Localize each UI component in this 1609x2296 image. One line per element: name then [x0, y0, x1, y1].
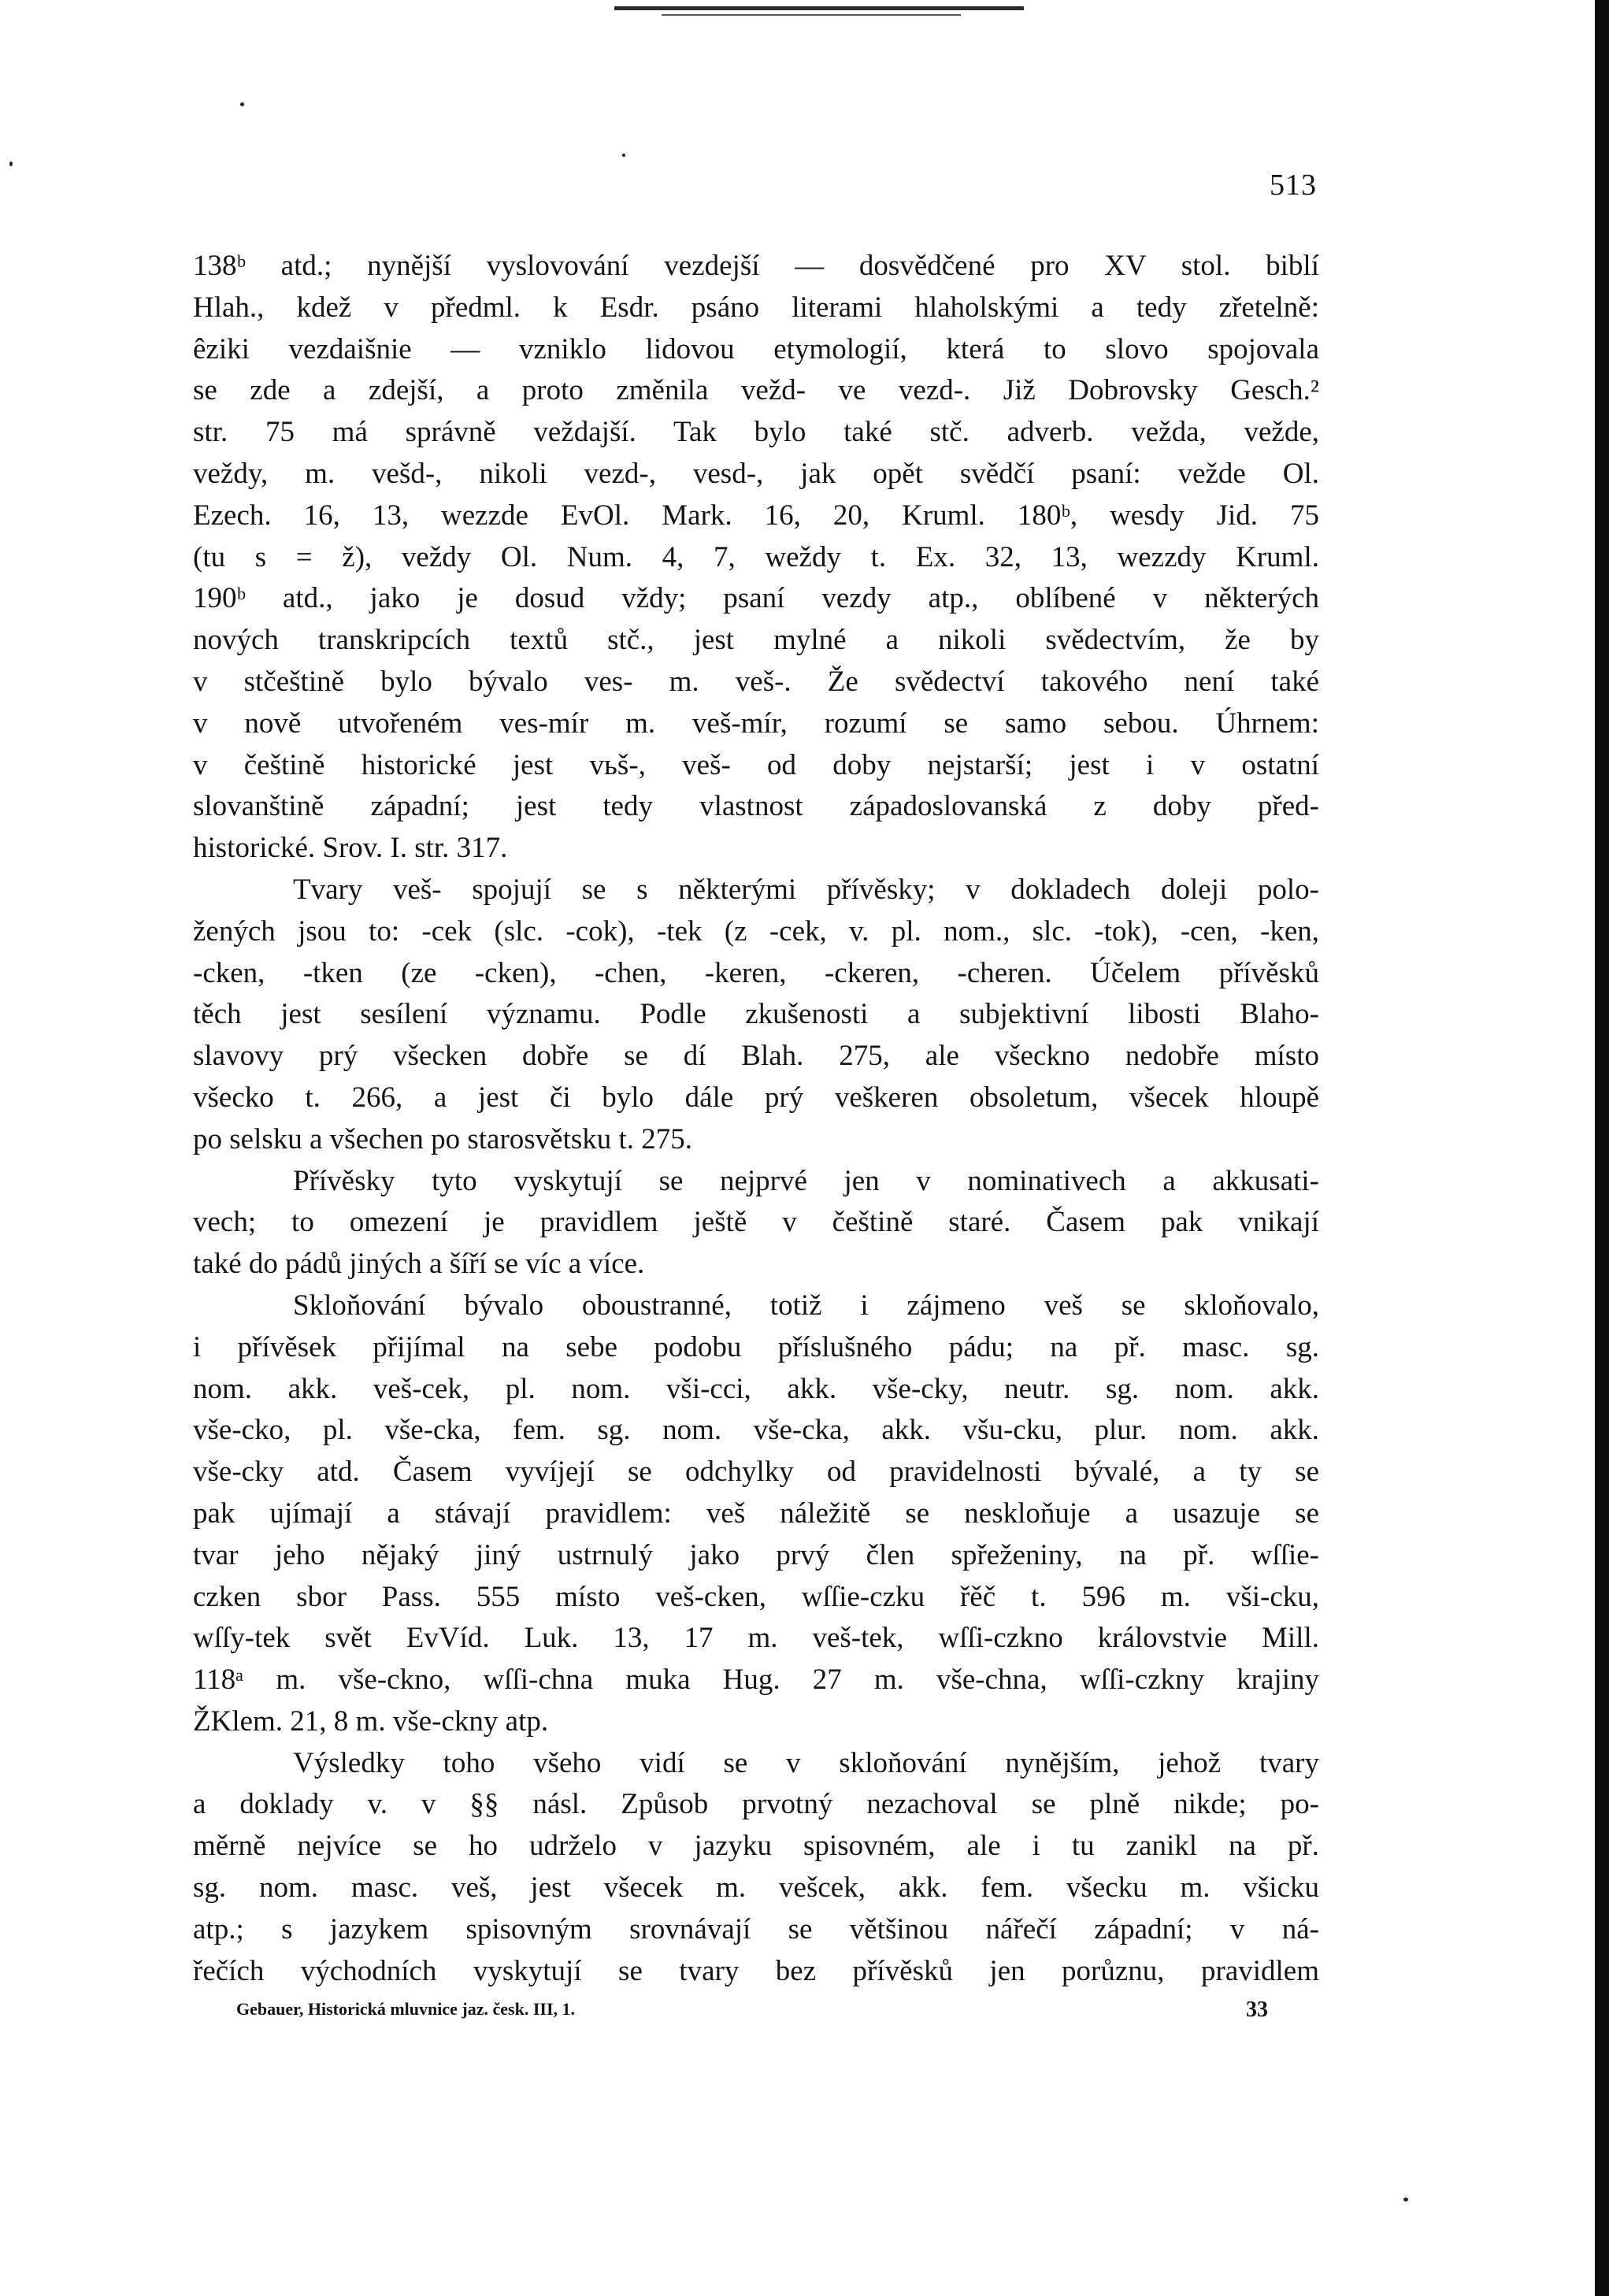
text-line: nom. akk. veš-cek, pl. nom. vši-cci, akk. vše-cky, neutr. sg. nom. akk. [193, 1372, 1319, 1405]
text-line: všecko t. 266, a jest či bylo dále prý veškeren obsoletum, všecek hloupě [193, 1081, 1319, 1114]
text-line: 118ᵃ m. vše-ckno, wſſi-chna muka Hug. 27 m. vše-chna, wſſi-czkny krajiny [193, 1664, 1319, 1697]
text-line: se zde a zdejší, a proto změnila vežd- ve vezd-. Již Dobrovsky Gesch.² [193, 374, 1319, 407]
text-line: 190ᵇ atd., jako je dosud vždy; psaní vezdy atp., oblíbené v některých [193, 582, 1319, 615]
footer [236, 1999, 1268, 2020]
scan-speck [622, 154, 625, 157]
text-line: pak ujímají a stávají pravidlem: veš náležitě se neskloňuje a usazuje se [193, 1497, 1319, 1530]
signature-mark: 33 [1246, 1997, 1268, 2022]
text-line: měrně nejvíce se ho udrželo v jazyku spisovném, ale i tu zanikl na př. [193, 1830, 1319, 1863]
scan-speck [240, 102, 244, 106]
scan-speck [1403, 2198, 1408, 2201]
text-line: Přívěsky tyto vyskytují se nejprvé jen v nominativech a akkusati- [293, 1164, 1319, 1197]
scan-edge [1595, 0, 1609, 2296]
text-line: atp.; s jazykem spisovným srovnávají se většinou nářečí západní; v ná- [193, 1912, 1319, 1945]
text-line: Skloňování bývalo oboustranné, totiž i zájmeno veš se skloňovalo, [293, 1289, 1319, 1322]
text-line: êziki vezdaišnie — vzniklo lidovou etymologií, která to slovo spojovala [193, 332, 1319, 365]
text-line: -cken, -tken (ze -cken), -chen, -keren, -ckeren, -cheren. Účelem přívěsků [193, 956, 1319, 989]
text-line: v češtině historické jest vьš-, veš- od doby nejstarší; jest i v ostatní [193, 748, 1319, 781]
scan-speck [9, 161, 13, 166]
text-line: nových transkripcích textů stč., jest mylné a nikoli svědectvím, že by [193, 624, 1319, 657]
text-line: ŽKlem. 21, 8 m. vše-ckny atp. [193, 1704, 549, 1738]
text-line: czken sbor Pass. 555 místo veš-cken, wſſie-czku řěč t. 596 m. vši-cku, [193, 1580, 1319, 1613]
top-rule-thin [662, 14, 961, 16]
text-line: řečích východních vyskytují se tvary bez přívěsků jen porůznu, pravidlem [193, 1954, 1319, 1987]
text-line: v nově utvořeném ves-mír m. veš-mír, rozumí se samo sebou. Úhrnem: [193, 707, 1319, 740]
text-line: Výsledky toho všeho vidí se v skloňování nynějším, jehož tvary [293, 1746, 1319, 1779]
footer-citation: Gebauer, Historická mluvnice jaz. česk. III, 1. [236, 1999, 575, 2019]
text-line: Tvary veš- spojují se s některými přívěsky; v dokladech doleji polo- [293, 873, 1319, 906]
text-line: a doklady v. v §§ násl. Způsob prvotný nezachoval se plně nikde; po- [193, 1788, 1319, 1821]
text-line: těch jest sesílení významu. Podle zkušenosti a subjektivní libosti Blaho- [193, 998, 1319, 1031]
text-line: sg. nom. masc. veš, jest všecek m. vešcek, akk. fem. všecku m. všicku [193, 1871, 1319, 1905]
body-text [193, 246, 1319, 1992]
text-line: str. 75 má správně veždajší. Tak bylo také stč. adverb. vežda, vežde, [193, 416, 1319, 449]
text-line: wſſy-tek svět EvVíd. Luk. 13, 17 m. veš-tek, wſſi-czkno královstvie Mill. [193, 1622, 1319, 1655]
text-line: Ezech. 16, 13, wezzde EvOl. Mark. 16, 20, Kruml. 180ᵇ, wesdy Jid. 75 [193, 499, 1319, 532]
text-line: také do pádů jiných a šíří se víc a více. [193, 1248, 645, 1281]
top-rule [614, 6, 1024, 10]
text-line: Hlah., kdež v předml. k Esdr. psáno literami hlaholskými a tedy zřetelně: [193, 291, 1319, 324]
text-line: slovanštině západní; jest tedy vlastnost západoslovanská z doby před- [193, 790, 1319, 823]
text-line: (tu s = ž), veždy Ol. Num. 4, 7, weždy t. Ex. 32, 13, wezzdy Kruml. [193, 540, 1319, 573]
text-line: historické. Srov. I. str. 317. [193, 832, 508, 865]
text-line: po selsku a všechen po starosvětsku t. 275. [193, 1122, 693, 1155]
text-line: slavovy prý všecken dobře se dí Blah. 275, ale všeckno nedobře místo [193, 1040, 1319, 1073]
text-line: i přívěsek přijímal na sebe podobu příslušného pádu; na př. masc. sg. [193, 1330, 1319, 1363]
text-line: vech; to omezení je pravidlem ještě v češtině staré. Časem pak vnikají [193, 1206, 1319, 1239]
text-line: v stčeštině bylo bývalo ves- m. veš-. Že svědectví takového není také [193, 665, 1319, 698]
text-line: vše-cky atd. Časem vyvíjejí se odchylky od pravidelnosti bývalé, a ty se [193, 1456, 1319, 1489]
text-line: žených jsou to: -cek (slc. -cok), -tek (z -cek, v. pl. nom., slc. -tok), -cen, -ken, [193, 914, 1319, 948]
text-line: veždy, m. vešd-, nikoli vezd-, vesd-, jak opět svědčí psaní: vežde Ol. [193, 457, 1319, 490]
text-line: tvar jeho nějaký jiný ustrnulý jako prvý člen spřeženiny, na př. wſſie- [193, 1538, 1319, 1571]
text-line: vše-cko, pl. vše-cka, fem. sg. nom. vše-cka, akk. všu-cku, plur. nom. akk. [193, 1414, 1319, 1447]
page-number: 513 [1270, 169, 1317, 202]
text-line: 138ᵇ atd.; nynější vyslovování vezdejší — dosvědčené pro XV stol. biblí [193, 250, 1319, 282]
